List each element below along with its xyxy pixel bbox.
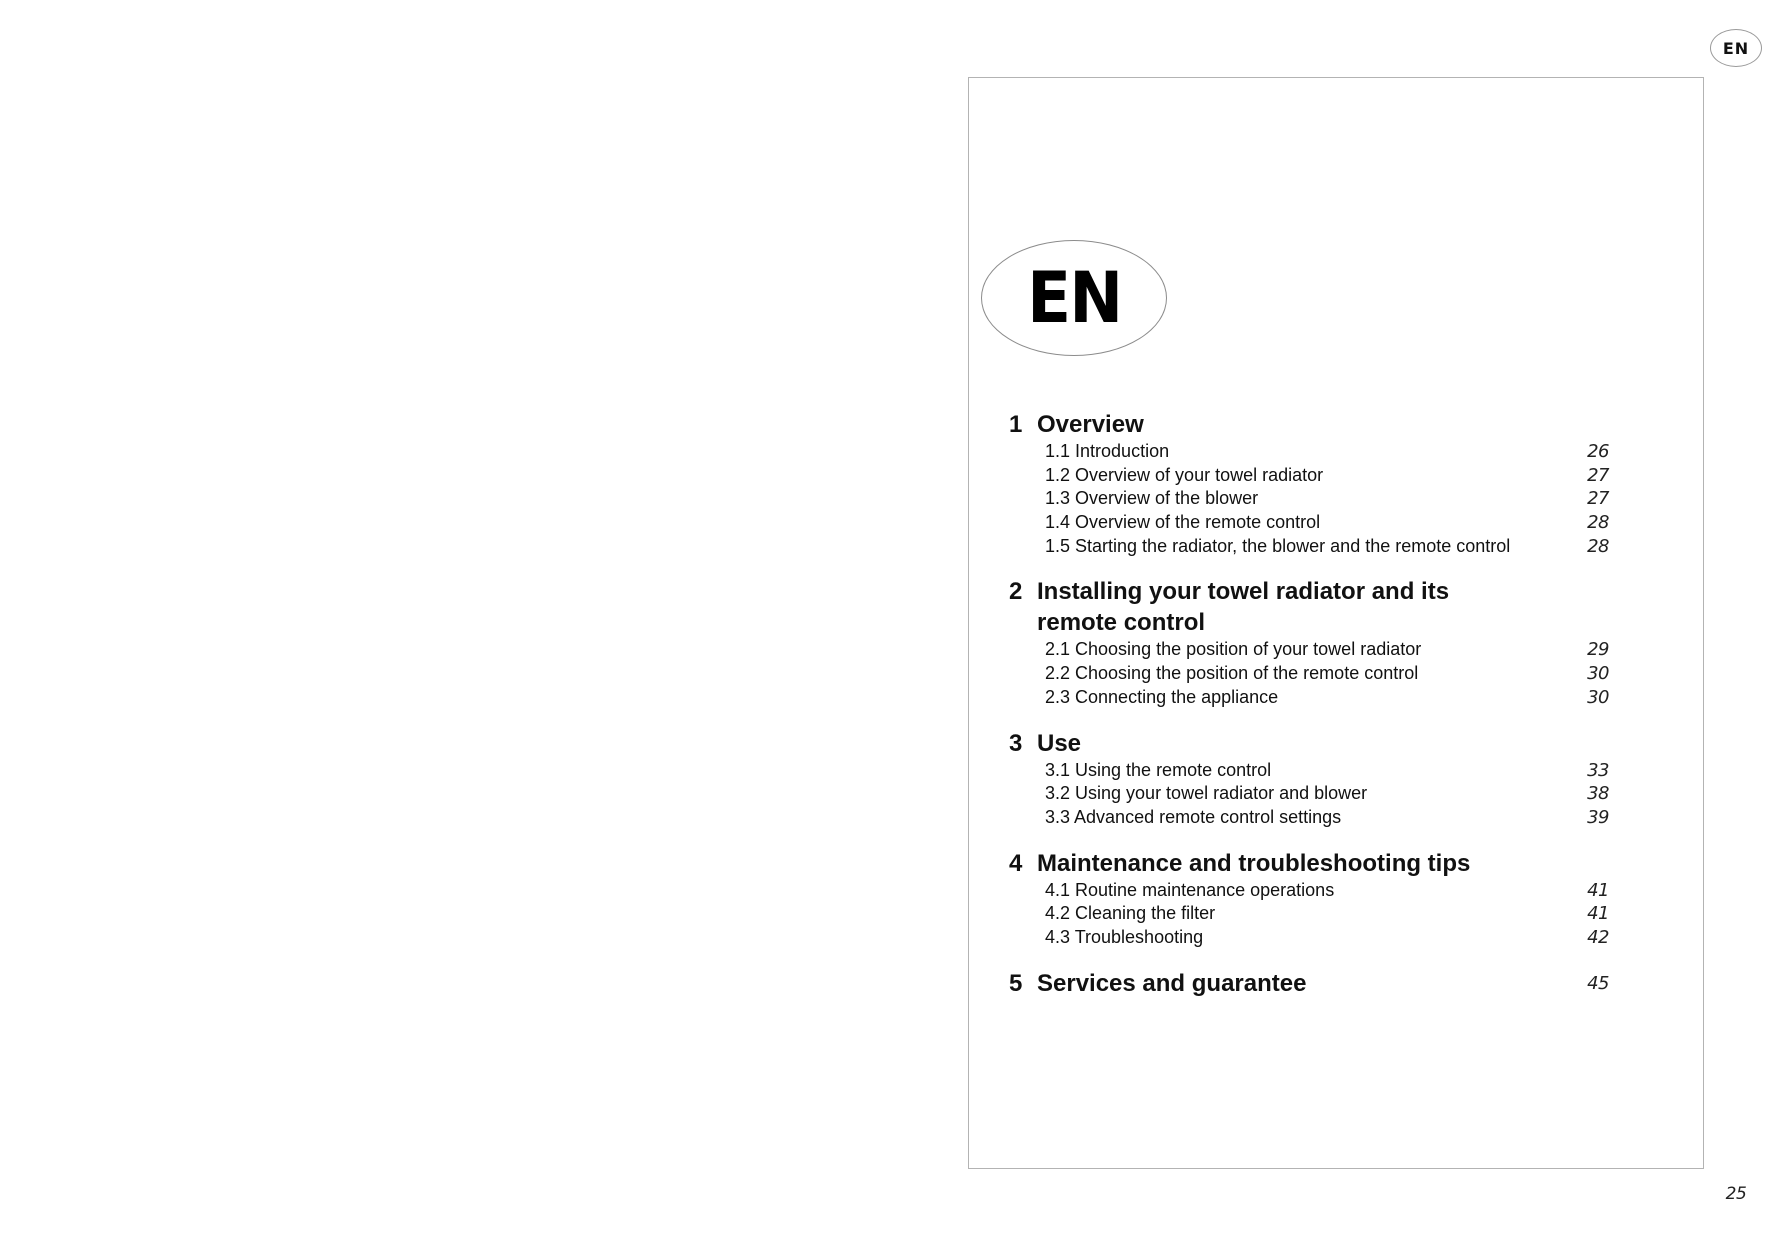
toc-item-page: 26 bbox=[1587, 441, 1609, 462]
section-heading bbox=[1009, 848, 1609, 879]
toc-item-list bbox=[1009, 440, 1609, 558]
page-number: 25 bbox=[1725, 1184, 1747, 1204]
section-number: 3 bbox=[1009, 729, 1023, 757]
toc-item[interactable] bbox=[1009, 926, 1609, 950]
toc-item[interactable] bbox=[1009, 440, 1609, 464]
section-number: 4 bbox=[1009, 849, 1023, 877]
toc-item-label: 1.2 Overview of your towel radiator bbox=[1045, 464, 1324, 485]
toc-item-list bbox=[1009, 638, 1609, 709]
toc-item-page: 28 bbox=[1587, 535, 1609, 557]
toc-item-label: 1.4 Overview of the remote control bbox=[1045, 512, 1321, 533]
toc-item[interactable] bbox=[1009, 759, 1609, 783]
toc-item-label: 1.1 Introduction bbox=[1045, 441, 1170, 461]
toc-item-list bbox=[1009, 879, 1609, 950]
toc-item[interactable] bbox=[1009, 806, 1609, 830]
toc-item-label: 3.2 Using your towel radiator and blower bbox=[1045, 783, 1368, 804]
toc-item-label: 2.3 Connecting the appliance bbox=[1045, 686, 1279, 707]
section-number: 1 bbox=[1009, 411, 1023, 438]
toc-item-page: 33 bbox=[1587, 759, 1609, 781]
toc-item-page: 42 bbox=[1587, 926, 1609, 948]
toc-section bbox=[1009, 848, 1609, 950]
section-heading bbox=[1009, 576, 1609, 638]
toc-item[interactable] bbox=[1009, 686, 1609, 710]
content-frame bbox=[968, 77, 1704, 1169]
language-label-ellipse bbox=[981, 240, 1167, 356]
toc-item-list bbox=[1009, 759, 1609, 830]
toc-item[interactable] bbox=[1009, 511, 1609, 535]
toc-item-label: 3.3 Advanced remote control settings bbox=[1045, 806, 1342, 827]
toc-item[interactable] bbox=[1009, 879, 1609, 903]
section-heading bbox=[1009, 409, 1609, 440]
section-number: 5 bbox=[1009, 969, 1023, 997]
toc-item[interactable] bbox=[1009, 782, 1609, 806]
toc-item-page: 27 bbox=[1587, 464, 1609, 486]
toc-item-page: 28 bbox=[1587, 512, 1609, 534]
toc-item[interactable] bbox=[1009, 535, 1609, 559]
toc-section bbox=[1009, 576, 1609, 709]
toc-item-page: 30 bbox=[1587, 663, 1609, 685]
section-title[interactable]: Services and guarantee bbox=[1037, 969, 1307, 997]
section-heading bbox=[1009, 728, 1609, 759]
toc-item-label: 1.3 Overview of the blower bbox=[1045, 488, 1259, 509]
toc-item-label: 4.3 Troubleshooting bbox=[1045, 926, 1204, 947]
toc-item[interactable] bbox=[1009, 902, 1609, 926]
section-title[interactable]: Overview bbox=[1037, 411, 1144, 438]
toc-item[interactable] bbox=[1009, 638, 1609, 662]
toc-item-page: 41 bbox=[1587, 903, 1609, 925]
section-title[interactable]: Installing your towel radiator and its remote control bbox=[1037, 578, 1450, 637]
toc-item-page: 27 bbox=[1587, 488, 1609, 510]
toc-item-page: 41 bbox=[1587, 879, 1609, 901]
toc-item-page: 39 bbox=[1587, 806, 1609, 828]
toc-item-label: 1.5 Starting the radiator, the blower and the remote control bbox=[1045, 535, 1511, 556]
section-number: 2 bbox=[1009, 578, 1023, 606]
section-page-number: 45 bbox=[1587, 972, 1609, 994]
toc-item[interactable] bbox=[1009, 487, 1609, 511]
toc-item-page: 38 bbox=[1587, 783, 1609, 805]
toc-section bbox=[1009, 968, 1609, 999]
language-badge: EN bbox=[1710, 29, 1762, 67]
section-heading bbox=[1009, 968, 1609, 999]
table-of-contents bbox=[1009, 409, 1609, 1018]
toc-item-label: 4.1 Routine maintenance operations bbox=[1045, 879, 1335, 900]
toc-item-label: 2.2 Choosing the position of the remote control bbox=[1045, 663, 1419, 684]
toc-item-label: 4.2 Cleaning the filter bbox=[1045, 903, 1216, 924]
toc-section bbox=[1009, 409, 1609, 558]
toc-item-label: 2.1 Choosing the position of your towel radiator bbox=[1045, 639, 1422, 660]
section-title[interactable]: Use bbox=[1037, 729, 1082, 757]
toc-item-page: 29 bbox=[1587, 639, 1609, 661]
toc-section bbox=[1009, 728, 1609, 830]
language-label: EN bbox=[1026, 257, 1122, 339]
toc-item-page: 30 bbox=[1587, 686, 1609, 708]
toc-item[interactable] bbox=[1009, 464, 1609, 488]
toc-item-label: 3.1 Using the remote control bbox=[1045, 759, 1272, 780]
section-title[interactable]: Maintenance and troubleshooting tips bbox=[1037, 849, 1471, 877]
toc-item[interactable] bbox=[1009, 662, 1609, 686]
